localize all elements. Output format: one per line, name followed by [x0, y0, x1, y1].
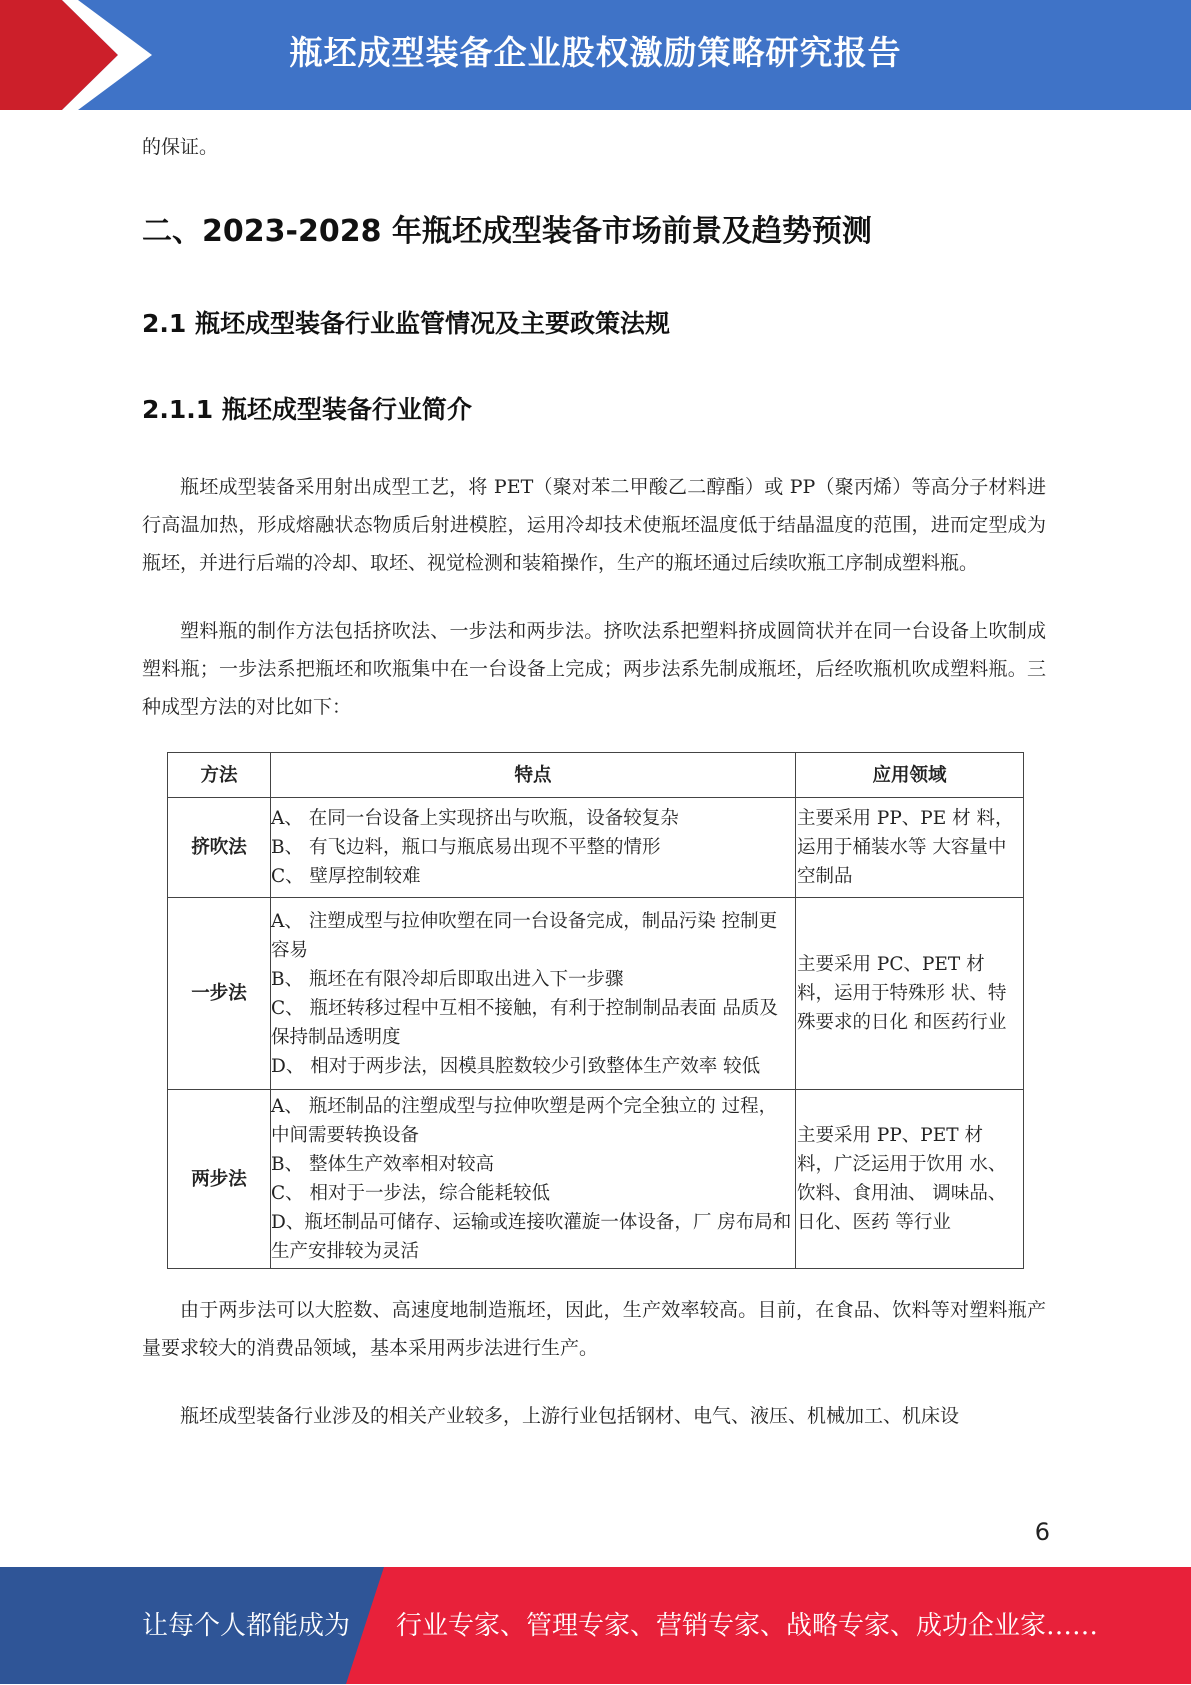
method-application: 主要采用 PP、PE 材 料，运用于桶装水等 大容量中空制品 [796, 798, 1024, 898]
feature-item: A、 在同一台设备上实现挤出与吹瓶，设备较复杂 [271, 808, 679, 829]
table-row [168, 898, 1024, 1090]
feature-item: C、 相对于一步法，综合能耗较低 [271, 1183, 551, 1204]
method-name: 一步法 [168, 898, 271, 1090]
footer-slogan-left: 让每个人都能成为 [142, 1611, 351, 1641]
table-header-method: 方法 [168, 753, 271, 798]
method-features [271, 798, 796, 898]
paragraph-intro: 瓶坯成型装备采用射出成型工艺，将 PET（聚对苯二甲酸乙二醇酯）或 PP（聚丙烯）等高分子材料进行高温加热，形成熔融状态物质后射进模腔，运用冷却技术使瓶坯温度低于结晶温度的范围，进而定型成为瓶坯，并进行后端的冷却、取坯、视觉检测和装箱操作，生产的瓶坯通过后续吹瓶工序制成塑料瓶。 [142, 476, 1046, 574]
paragraph-methods: 塑料瓶的制作方法包括挤吹法、一步法和两步法。挤吹法系把塑料挤成圆筒状并在同一台设备上吹制成塑料瓶；一步法系把瓶坯和吹瓶集中在一台设备上完成；两步法系先制成瓶坯，后经吹瓶机吹成塑料瓶。三种成型方法的对比如下： [142, 620, 1046, 718]
feature-item: C、 壁厚控制较难 [271, 866, 421, 887]
table-header-row [168, 753, 1024, 798]
method-features [271, 1090, 796, 1269]
method-application: 主要采用 PC、PET 材 料，运用于特殊形 状、特殊要求的日化 和医药行业 [796, 898, 1024, 1090]
feature-item: C、 瓶坯转移过程中互相不接触，有利于控制制品表面 品质及保持制品透明度 [271, 997, 778, 1048]
feature-item: D、瓶坯制品可储存、运输或连接吹灌旋一体设备，厂 房布局和生产安排较为灵活 [271, 1212, 792, 1262]
paragraph-industry: 瓶坯成型装备行业涉及的相关产业较多，上游行业包括钢材、电气、液压、机械加工、机床设 [180, 1405, 960, 1427]
page-number: 6 [1034, 1518, 1050, 1546]
table-row [168, 1090, 1024, 1269]
intro-fragment: 的保证。 [142, 136, 219, 158]
feature-item: B、 有飞边料，瓶口与瓶底易出现不平整的情形 [271, 837, 661, 858]
feature-item: B、 瓶坯在有限冷却后即取出进入下一步骤 [271, 968, 624, 990]
table-header-application: 应用领域 [796, 753, 1024, 798]
subsubsection-title: 2.1.1 瓶坯成型装备行业简介 [142, 395, 472, 424]
footer-slogan-right: 行业专家、管理专家、营销专家、战略专家、成功企业家…… [396, 1611, 1099, 1641]
paragraph-two-step: 由于两步法可以大腔数、高速度地制造瓶坯，因此，生产效率较高。目前，在食品、饮料等对塑料瓶产量要求较大的消费品领域，基本采用两步法进行生产。 [142, 1299, 1046, 1359]
document-body [142, 128, 1046, 1435]
subsection-title: 2.1 瓶坯成型装备行业监管情况及主要政策法规 [142, 309, 670, 338]
table-row [168, 798, 1024, 898]
feature-item: A、 注塑成型与拉伸吹塑在同一台设备完成，制品污染 控制更容易 [271, 910, 778, 961]
page-header [0, 0, 1191, 110]
feature-item: A、 瓶坯制品的注塑成型与拉伸吹塑是两个完全独立的 过程，中间需要转换设备 [271, 1096, 778, 1146]
page-footer [0, 1567, 1191, 1684]
section-title: 二、2023-2028 年瓶坯成型装备市场前景及趋势预测 [142, 214, 872, 249]
feature-item: B、 整体生产效率相对较高 [271, 1154, 494, 1175]
method-name: 两步法 [168, 1090, 271, 1269]
feature-item: D、 相对于两步法，因模具腔数较少引致整体生产效率 较低 [271, 1055, 761, 1077]
method-name: 挤吹法 [168, 798, 271, 898]
header-title: 瓶坯成型装备企业股权激励策略研究报告 [289, 33, 902, 72]
method-application: 主要采用 PP、PET 材 料，广泛运用于饮用 水、饮料、食用油、 调味品、日化、医药 等行业 [796, 1090, 1024, 1269]
table-header-features: 特点 [271, 753, 796, 798]
method-features [271, 898, 796, 1090]
method-comparison-table [167, 752, 1024, 1269]
